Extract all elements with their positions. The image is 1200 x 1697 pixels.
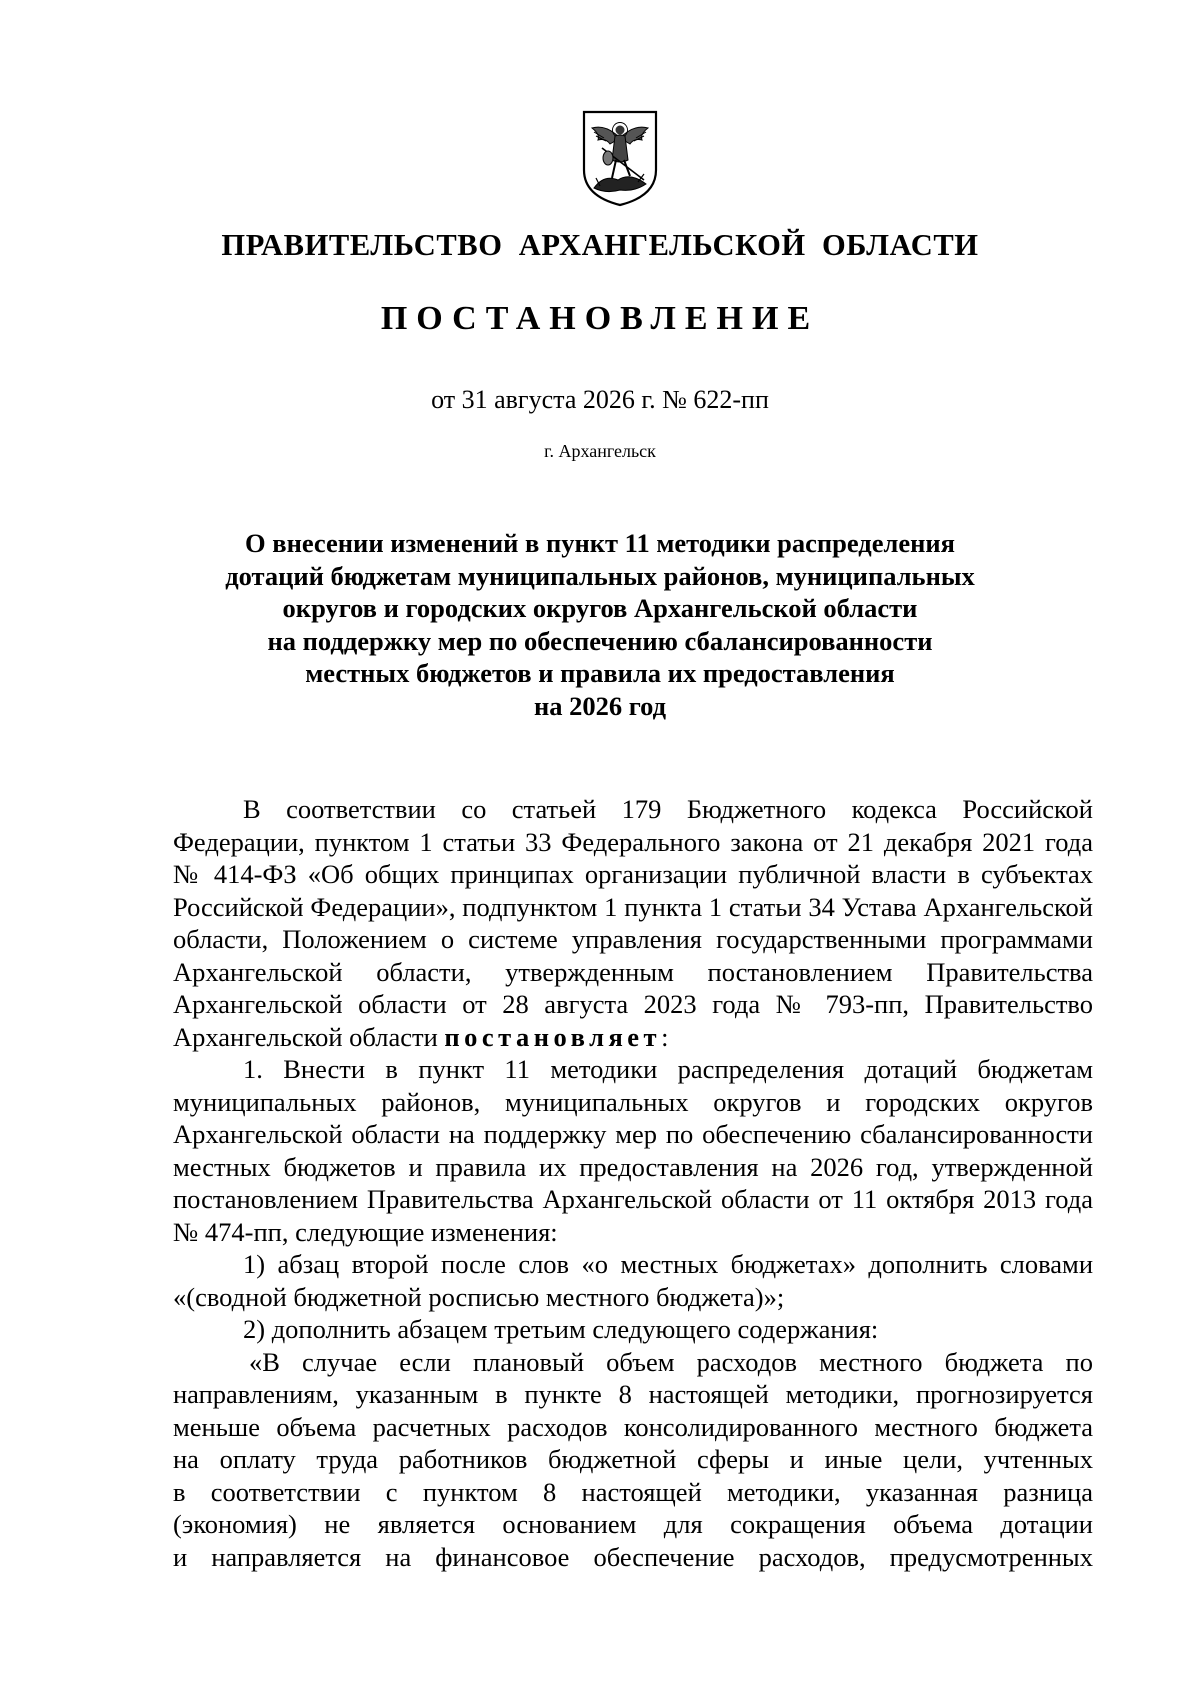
body-line: № 474-пп, следующие изменения:: [173, 1216, 558, 1247]
body-line: области, Положением о системе управления государственными программами: [173, 924, 1093, 954]
body-line: В соответствии со статьей 179 Бюджетного кодекса Российской: [243, 794, 1093, 824]
body-line: № 414-ФЗ «Об общих принципах организации публичной власти в субъектах: [173, 859, 1093, 889]
document-city: г. Архангельск: [544, 441, 656, 461]
body-line: постановлением Правительства Архангельской области от 11 октября 2013 года: [173, 1184, 1093, 1214]
document-body: [173, 793, 1093, 1573]
title-line: на поддержку мер по обеспечению сбалансированности: [267, 625, 933, 656]
body-line: Архангельской области, утвержденным постановлением Правительства: [173, 956, 1093, 987]
body-line: муниципальных районов, муниципальных округов и городских округов: [173, 1086, 1093, 1117]
body-line: местных бюджетов и правила их предоставления на 2026 год, утвержденной: [173, 1151, 1093, 1182]
body-line: «(сводной бюджетной росписью местного бюджета)»;: [173, 1281, 785, 1312]
body-line: меньше объема расчетных расходов консолидированного местного бюджета: [173, 1411, 1093, 1442]
title-line: О внесении изменений в пункт 11 методики распределения: [245, 528, 955, 558]
body-line: в соответствии с пунктом 8 настоящей методики, указанная разница: [173, 1476, 1093, 1507]
title-line: местных бюджетов и правила их предоставления: [305, 658, 895, 688]
body-line: 1) абзац второй после слов «о местных бюджетах» дополнить словами: [243, 1249, 1093, 1279]
body-line: 2) дополнить абзацем третьим следующего содержания:: [243, 1314, 879, 1344]
body-line: Архангельской области на поддержку мер по обеспечению сбалансированности: [173, 1119, 1093, 1149]
body-line: Архангельской области от 28 августа 2023 года № 793-пп, Правительство: [173, 989, 1093, 1019]
body-line: направлениям, указанным в пункте 8 настоящей методики, прогнозируется: [173, 1379, 1093, 1409]
document-type: ПОСТАНОВЛЕНИЕ: [380, 300, 820, 337]
body-line: 1. Внести в пункт 11 методики распределения дотаций бюджетам: [243, 1054, 1093, 1084]
body-line: (экономия) не является основанием для сокращения объема дотации: [173, 1509, 1093, 1539]
arkhangelsk-coat-of-arms-icon: [580, 108, 660, 208]
body-line: «В случае если плановый объем расходов местного бюджета по: [249, 1346, 1093, 1377]
body-line: [173, 1021, 1093, 1054]
document-date-number: от 31 августа 2026 г. № 622-пп: [431, 385, 769, 414]
title-line: на 2026 год: [533, 690, 667, 721]
body-line: на оплату труда работников бюджетной сферы и иные цели, учтенных: [173, 1444, 1093, 1474]
body-line: и направляется на финансовое обеспечение расходов, предусмотренных: [173, 1541, 1093, 1572]
document-title: [170, 527, 1030, 722]
title-line: дотаций бюджетам муниципальных районов, муниципальных: [225, 560, 975, 591]
body-line: Федерации, пунктом 1 статьи 33 Федерального закона от 21 декабря 2021 года: [173, 826, 1093, 857]
title-line: округов и городских округов Архангельской области: [282, 593, 918, 623]
body-line: Российской Федерации», подпунктом 1 пункта 1 статьи 34 Устава Архангельской: [173, 891, 1093, 922]
organization-name: ПРАВИТЕЛЬСТВО АРХАНГЕЛЬСКОЙ ОБЛАСТИ: [221, 228, 979, 262]
decree-colon: :: [661, 1021, 669, 1052]
decree-word: постановляет: [444, 1021, 662, 1052]
decree-prefix: Архангельской области: [173, 1021, 445, 1052]
